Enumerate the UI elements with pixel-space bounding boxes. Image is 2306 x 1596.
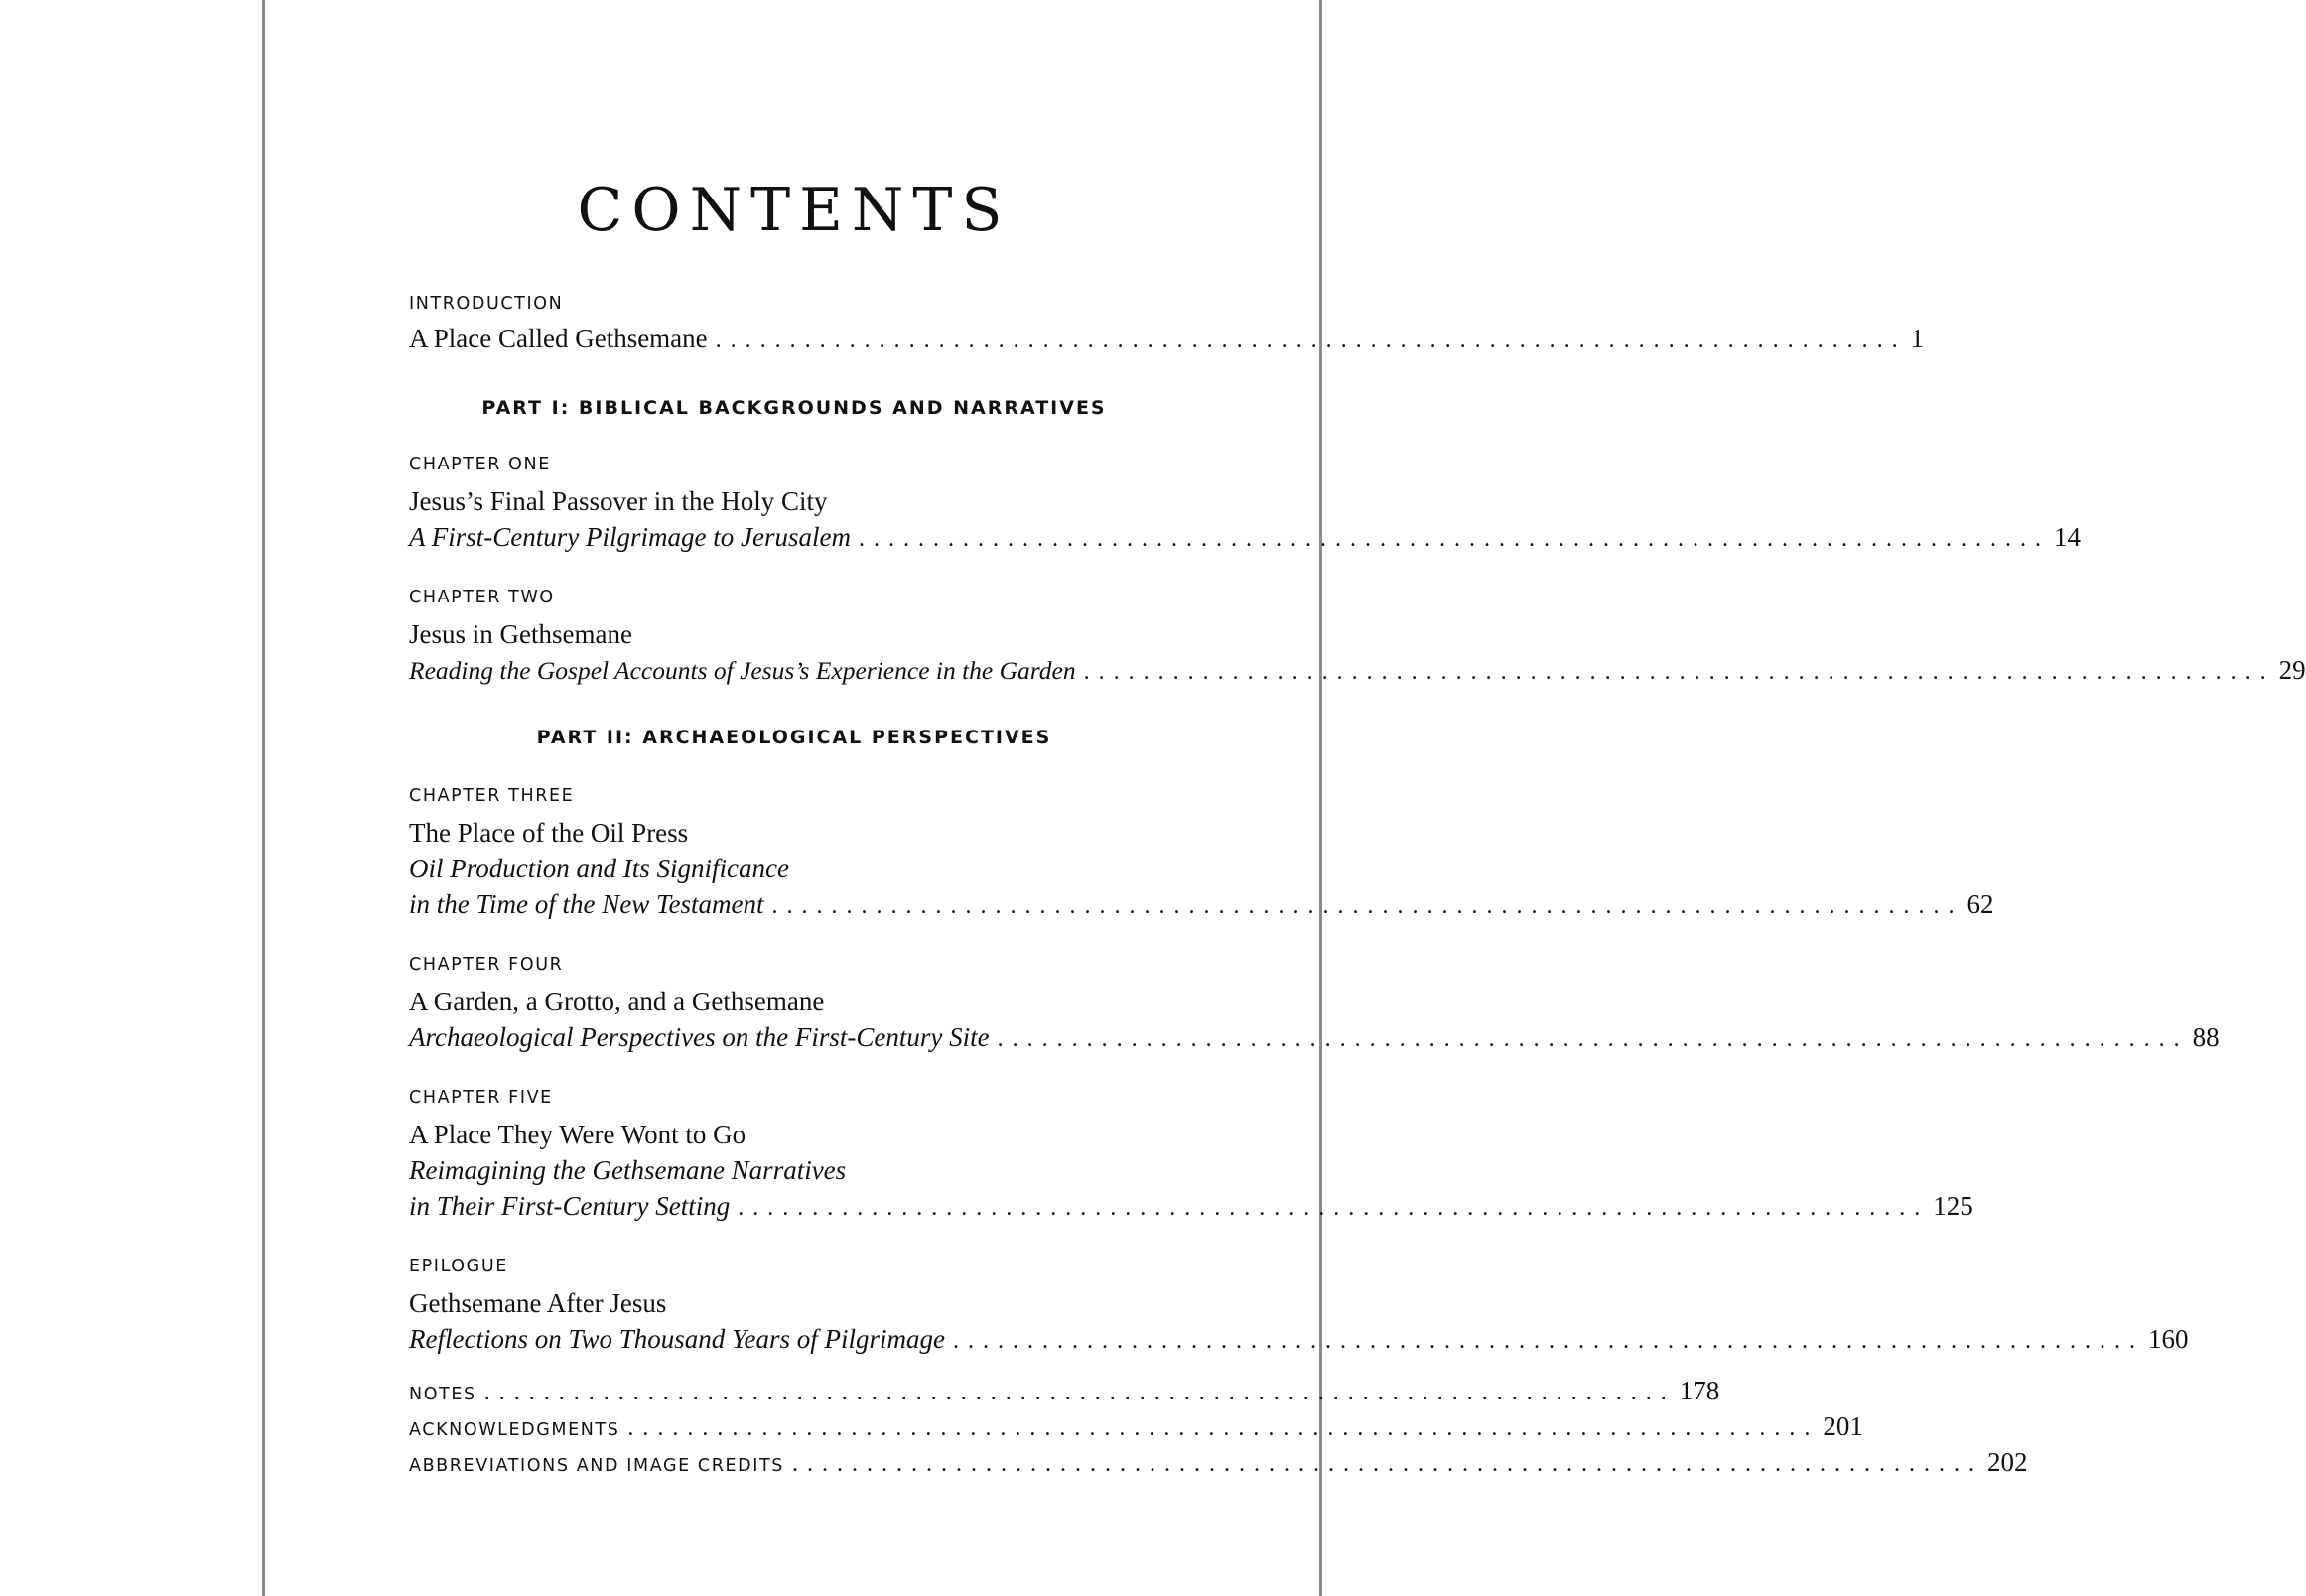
dot-leader: ................................................................................	[953, 1328, 2145, 1354]
chapter-page: 88	[2192, 1022, 2220, 1052]
epilogue-label: EPILOGUE	[409, 1257, 508, 1276]
chapter-subtitle-entry[interactable]	[409, 520, 2081, 556]
back-matter-label: ACKNOWLEDGMENTS	[409, 1420, 620, 1440]
chapter-label: CHAPTER THREE	[409, 786, 575, 806]
back-matter-entry[interactable]	[409, 1409, 1863, 1447]
chapter-page: 62	[1967, 889, 1994, 919]
chapter-page: 14	[2053, 522, 2081, 552]
epilogue-title[interactable]: Gethsemane After Jesus	[409, 1288, 667, 1318]
intro-label: INTRODUCTION	[409, 294, 564, 314]
chapter-subtitle-entry[interactable]	[409, 1189, 1973, 1225]
chapter-subtitle-entry[interactable]	[409, 887, 1994, 923]
chapter-subtitle: in Their First-Century Setting	[409, 1191, 731, 1221]
back-matter-label: ABBREVIATIONS AND IMAGE CREDITS	[409, 1456, 785, 1476]
dot-leader: ................................................................................	[738, 1195, 1930, 1221]
chapter-subtitle-entry[interactable]	[409, 653, 2306, 689]
chapter-title[interactable]: A Garden, a Grotto, and a Gethsemane	[409, 987, 825, 1016]
chapter-subtitle-entry[interactable]	[409, 1020, 2220, 1056]
chapter-title[interactable]: The Place of the Oil Press	[409, 818, 689, 848]
page-title: CONTENTS	[577, 176, 1012, 245]
chapter-page: 29	[2278, 655, 2306, 685]
back-matter-page: 201	[1823, 1411, 1863, 1441]
chapter-label: CHAPTER TWO	[409, 588, 555, 607]
dot-leader: ................................................................................	[792, 1451, 1984, 1477]
intro-title: A Place Called Gethsemane	[409, 324, 708, 353]
dot-leader: ................................................................................	[771, 893, 1964, 919]
chapter-subtitle: A First-Century Pilgrimage to Jerusalem	[409, 522, 851, 552]
back-matter-label: NOTES	[409, 1385, 476, 1404]
dot-leader: ................................................................................	[483, 1380, 1676, 1405]
intro-entry[interactable]	[409, 322, 1925, 357]
back-matter-entry[interactable]	[409, 1445, 2028, 1483]
part-heading: PART II: ARCHAEOLOGICAL PERSPECTIVES	[536, 727, 1052, 748]
chapter-subtitle: Reimagining the Gethsemane Narratives	[409, 1155, 847, 1185]
back-matter-page: 178	[1679, 1376, 1720, 1405]
chapter-title[interactable]: Jesus’s Final Passover in the Holy City	[409, 486, 828, 516]
chapter-page: 125	[1933, 1191, 1973, 1221]
back-matter-page: 202	[1987, 1447, 2028, 1477]
chapter-label: CHAPTER ONE	[409, 455, 551, 474]
epilogue-subtitle-entry[interactable]	[409, 1322, 2189, 1358]
chapter-title[interactable]: A Place They Were Wont to Go	[409, 1120, 746, 1149]
dot-leader: ................................................................................	[627, 1415, 1820, 1441]
chapter-subtitle: in the Time of the New Testament	[409, 889, 764, 919]
epilogue-page: 160	[2148, 1324, 2189, 1354]
chapter-subtitle: Reading the Gospel Accounts of Jesus’s Experience in the Garden	[409, 656, 1076, 685]
back-matter-entry[interactable]	[409, 1374, 1720, 1411]
chapter-subtitle: Archaeological Perspectives on the First-Century Site	[409, 1022, 990, 1052]
chapter-title[interactable]: Jesus in Gethsemane	[409, 619, 632, 649]
part-heading: PART I: BIBLICAL BACKGROUNDS AND NARRATIVES	[481, 397, 1107, 419]
chapter-subtitle: Oil Production and Its Significance	[409, 854, 789, 883]
chapter-label: CHAPTER FIVE	[409, 1088, 553, 1108]
intro-page: 1	[1910, 324, 1925, 353]
dot-leader: ................................................................................	[997, 1026, 2189, 1052]
dot-leader: ................................................................................	[858, 526, 2050, 552]
epilogue-subtitle: Reflections on Two Thousand Years of Pilgrimage	[409, 1324, 946, 1354]
dot-leader: ................................................................................	[1083, 659, 2275, 685]
chapter-label: CHAPTER FOUR	[409, 955, 564, 975]
dot-leader: ................................................................................	[715, 328, 1907, 353]
